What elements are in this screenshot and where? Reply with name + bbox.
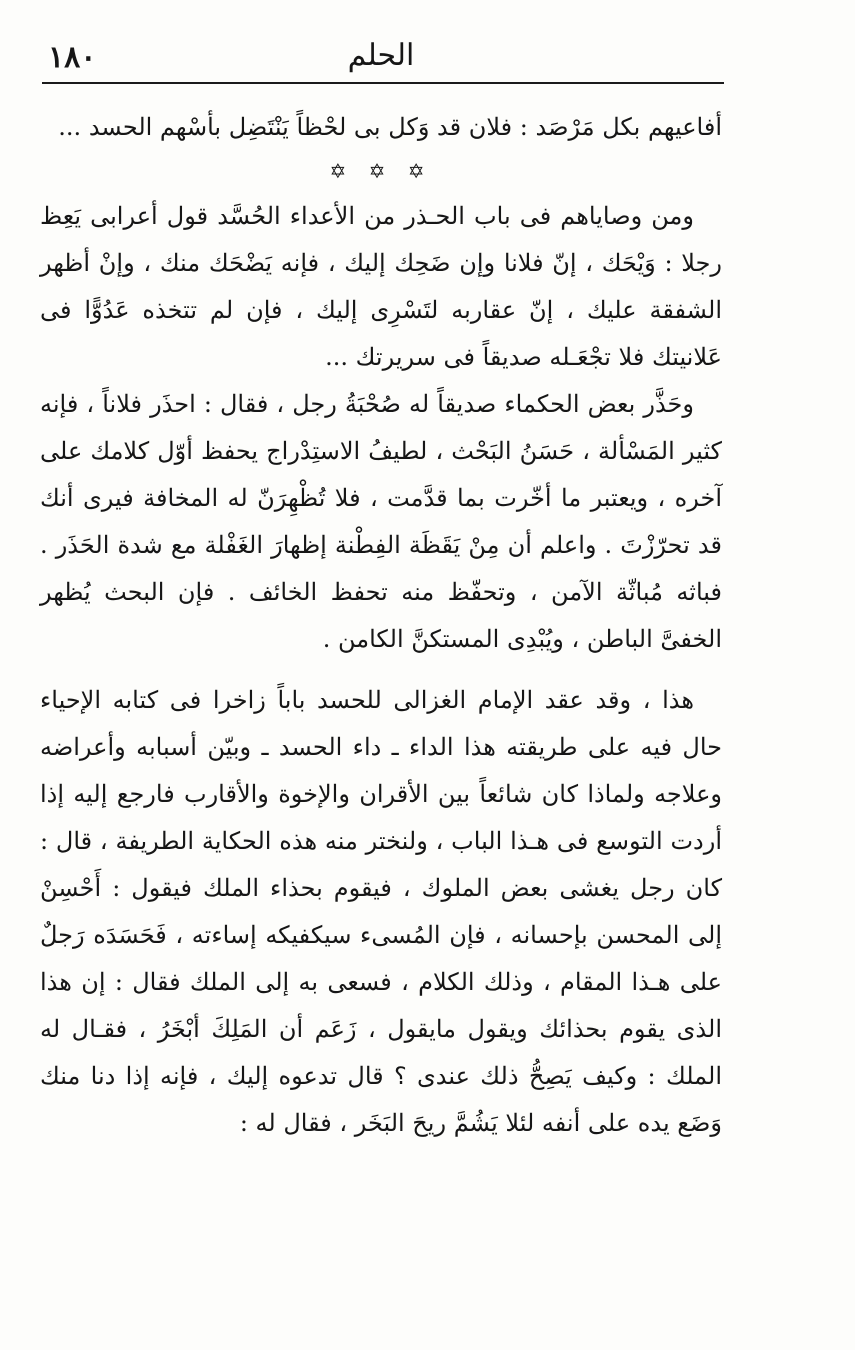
paragraph-2: وحَذَّر بعض الحكماء صديقاً له صُحْبَةُ رجل ، فقال : احذَر فلاناً ، فإنه كثير المَسْألة ، حَسَنُ البَحْث ، لطيفُ الاستِدْراج يحفظ أوّل كلامك على آخره ، ويعتبر ما أخّرت بما قدَّمت ، فلا تُظْهِرَنّ له المخافة فيرى أنك قد تحرّزْتَ . واعلم أن مِنْ يَقَظَة الفِطْنة إظهارَ الغَفْلة مع شدة الحَذَر . فباثه مُباثّة الآمن ، وتحفّظ منه تحفظ الخائف . فإن البحث يُظهر الخفىَّ الباطن ، ويُبْدِى المستكنَّ الكامن . (40, 390, 722, 653)
page-number: ١٨٠ (48, 40, 97, 75)
paragraph-1: ومن وصاياهم فى باب الحـذر من الأعداء الحُسَّد قول أعرابى يَعِظ رجلا : وَيْحَك ، إنّ فلانا وإن ضَحِك إليك ، فإنه يَضْحَك منك ، وإنْ أظهر الشفقة عليك ، إنّ عقاربه لتَسْرِى إليك ، فإن لم تتخذه عَدُوًّا فى عَلانيتك فلا تجْعَـله صديقاً فى سريرتك ... (40, 202, 722, 371)
header-rule (42, 82, 724, 84)
running-title: الحلم (347, 38, 415, 73)
paragraph-3: هذا ، وقد عقد الإمام الغزالى للحسد باباً زاخرا فى كتابه الإحياء حال فيه على طريقته هذا الداء ـ داء الحسد ـ وبيّن أسبابه وأعراضه وعلاجه ولماذا كان شائعاً بين الأقران والإخوة والأقارب فارجع إليه إذا أردت التوسع فى هـذا الباب ، ولنختر منه هذه الحكاية الطريفة ، قال : كان رجل يغشى بعض الملوك ، فيقوم بحذاء الملك فيقول : أَحْسِنْ إلى المحسن بإحسانه ، فإن المُسىء سيكفيكه إساءته ، فَحَسَدَه رَجلٌ على هـذا المقام ، وذلك الكلام ، فسعى به إلى الملك فقال : إن هذا الذى يقوم بحذائك ويقول مايقول ، زَعَم أن المَلِكَ أبْخَرُ ، فقـال له الملك : وكيف يَصِحُّ ذلك عندى ؟ قال تدعوه إليك ، فإنه إذا دنا منك وَضَع يده على أنفه لئلا يَشُمَّ ريحَ البَخَر ، فقال له : (40, 686, 723, 1137)
paragraph-gap (40, 663, 722, 677)
page-body (40, 104, 722, 1147)
page-header (40, 32, 722, 84)
section-separator: ✡ ✡ ✡ (329, 159, 433, 183)
continued-line: أفاعيهم بكل مَرْصَد : فلان قد وَكل بى لحْظاً يَنْتَضِل بأسْهم الحسد ... (58, 113, 722, 141)
